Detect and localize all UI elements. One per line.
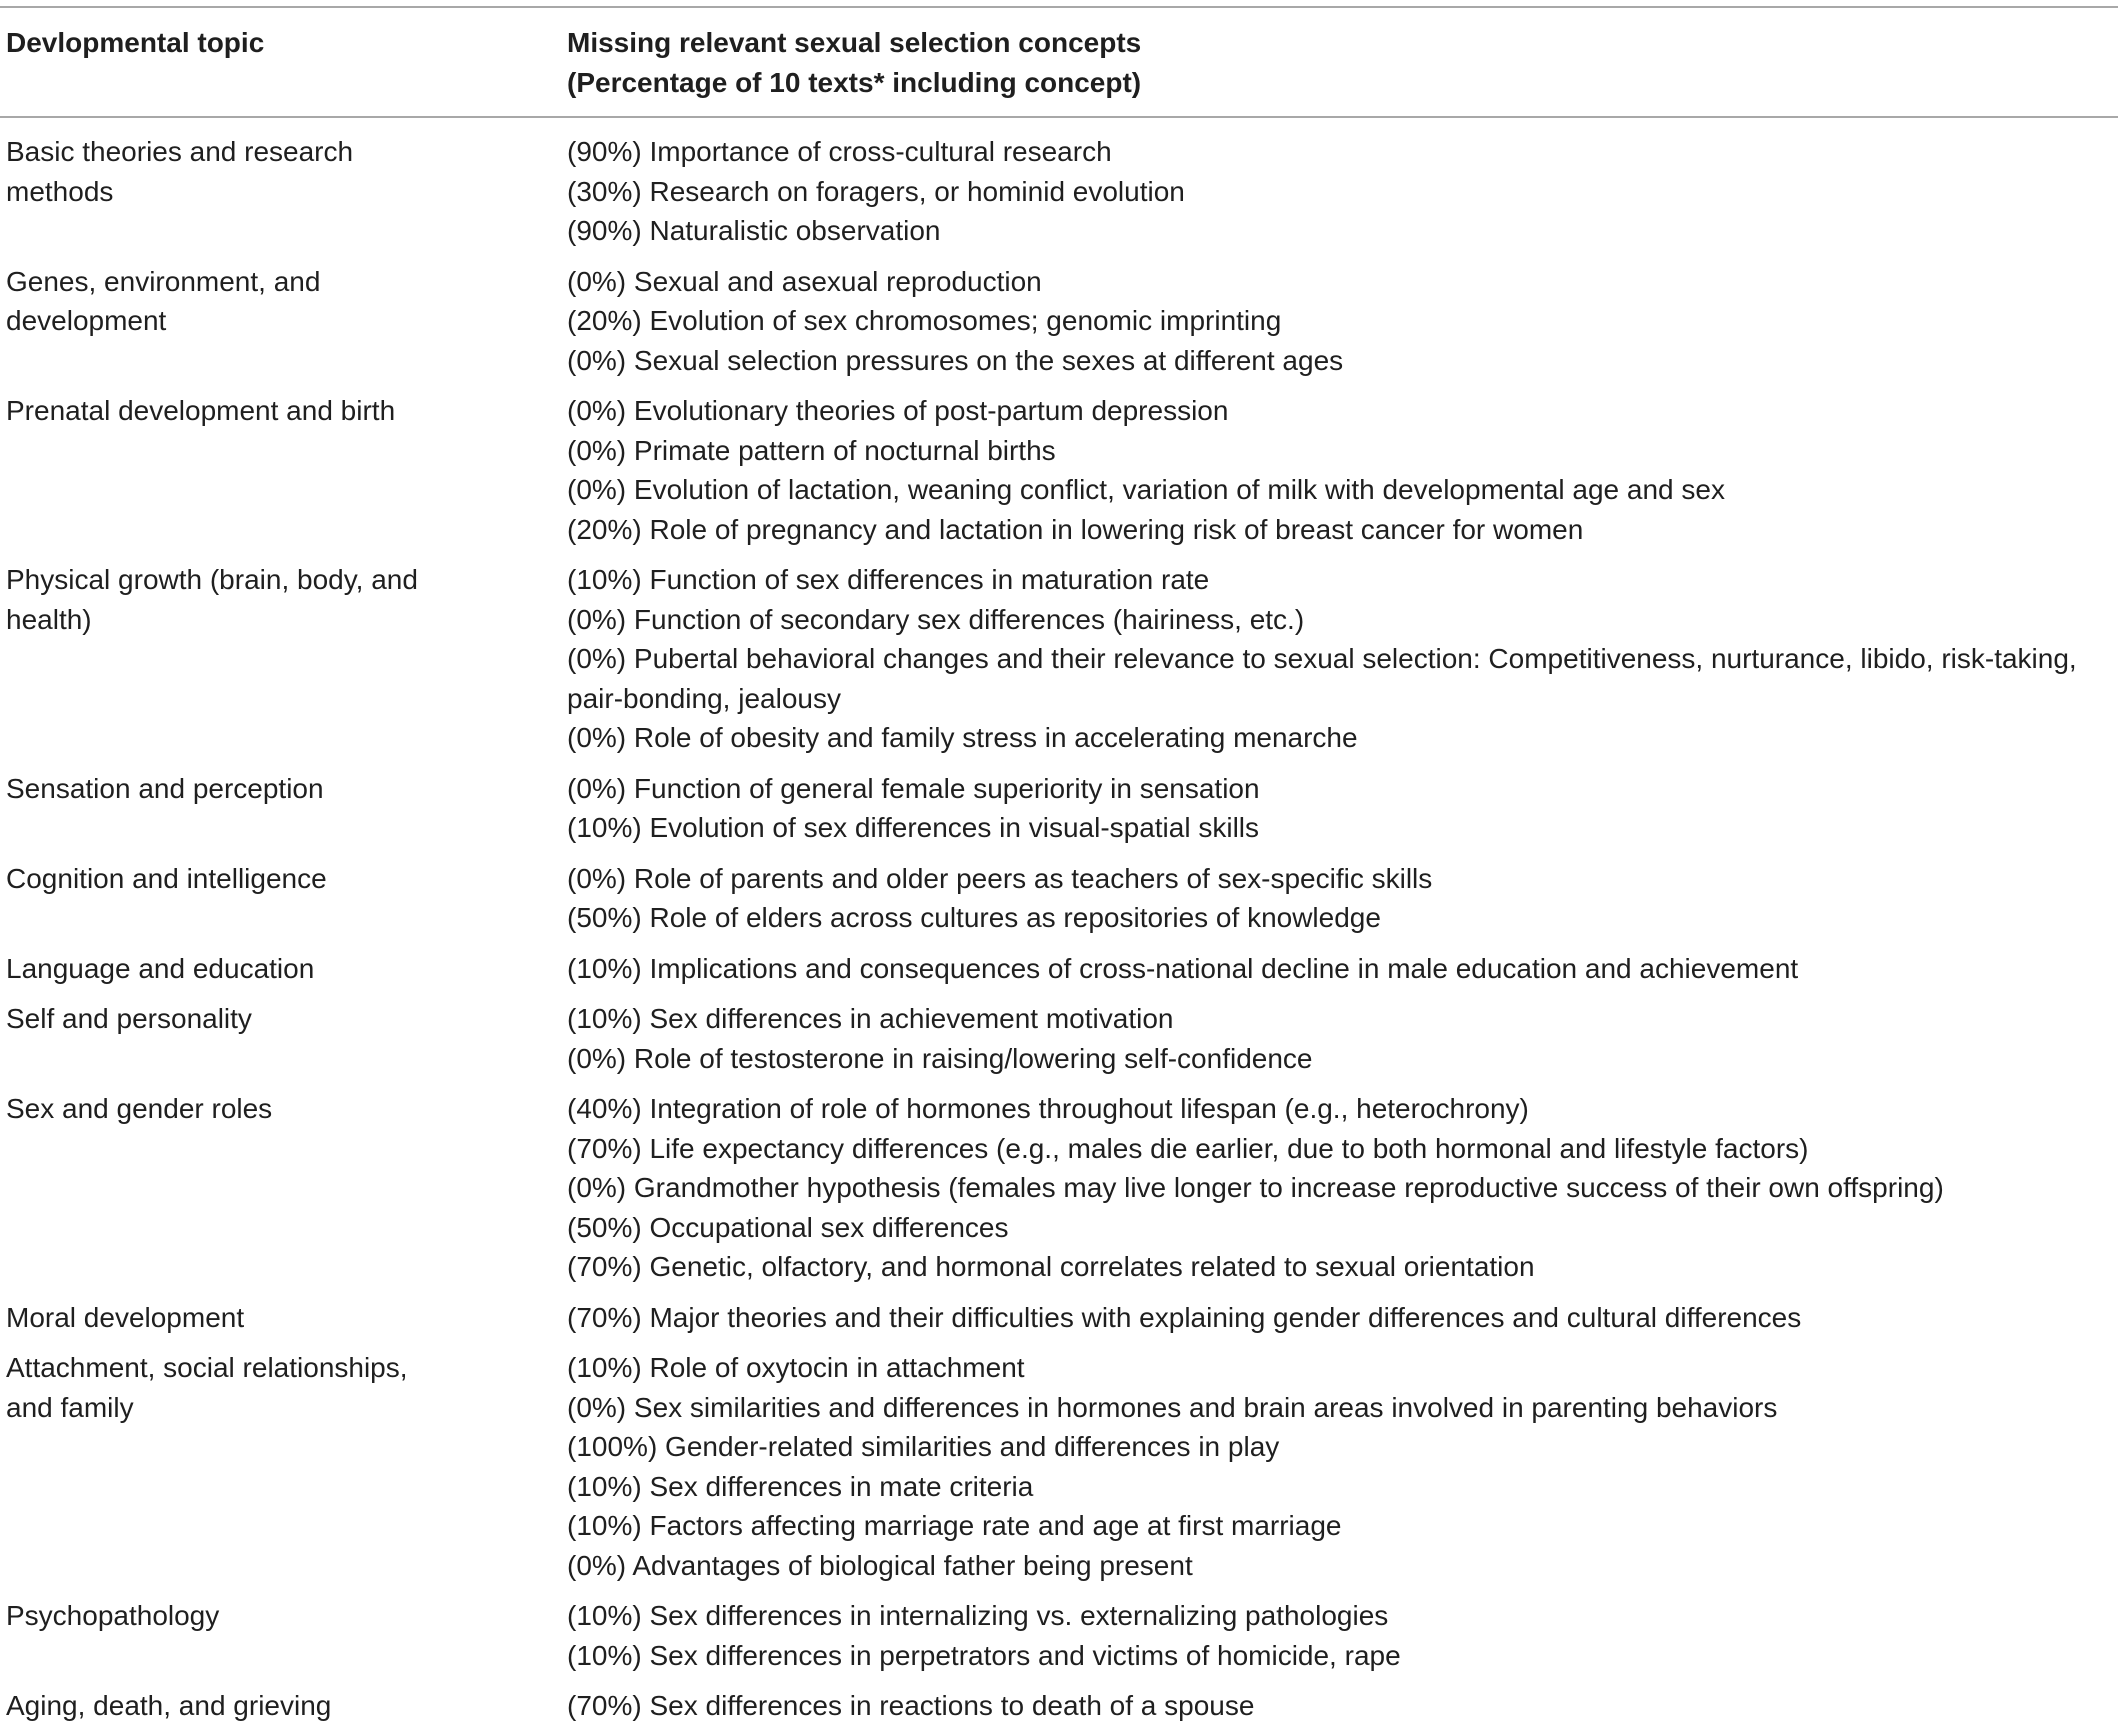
topic-line: and family — [6, 1391, 134, 1423]
concepts-cell — [567, 560, 2118, 758]
concept-item: (70%) Genetic, olfactory, and hormonal correlates related to sexual orientation — [567, 1251, 1535, 1282]
topic-cell — [0, 1348, 567, 1585]
concept-item: (0%) Grandmother hypothesis (females may live longer to increase reproductive success of their own offspring) — [567, 1172, 1944, 1203]
topic-line: development — [6, 305, 167, 336]
concept-item: (0%) Role of obesity and family stress in accelerating menarche — [567, 722, 1358, 753]
concept-item: (10%) Sex differences in achievement motivation — [567, 1003, 1174, 1034]
topic-line: Moral development — [6, 1301, 245, 1333]
concepts-cell — [567, 1686, 2118, 1726]
topic-cell — [0, 1298, 567, 1338]
table-row — [0, 1342, 2118, 1590]
concept-item: (0%) Function of secondary sex differences (hairiness, etc.) — [567, 603, 1305, 635]
topic-line: Language and education — [6, 952, 315, 984]
concept-item: (0%) Sex similarities and differences in hormones and brain areas involved in parenting behaviors — [567, 1391, 1778, 1423]
concepts-cell — [567, 1596, 2118, 1675]
concept-item: (20%) Evolution of sex chromosomes; genomic imprinting — [567, 305, 1282, 336]
concept-item: (30%) Research on foragers, or hominid evolution — [567, 175, 1185, 207]
concept-item: (90%) Importance of cross-cultural research — [567, 136, 1112, 167]
concept-item: (70%) Major theories and their difficulties with explaining gender differences and cultural differences — [567, 1301, 1802, 1333]
concepts-cell — [567, 262, 2118, 381]
table-row — [0, 943, 2118, 994]
table-row — [0, 385, 2118, 554]
concepts-cell — [567, 132, 2118, 251]
concepts-cell — [567, 1089, 2118, 1287]
header-concepts-line-2: (Percentage of 10 texts* including concept) — [567, 66, 1142, 98]
topic-line: Basic theories and research — [6, 136, 354, 167]
topic-cell — [0, 132, 567, 251]
table-row — [0, 993, 2118, 1083]
topic-line: Self and personality — [6, 1003, 252, 1034]
concept-item: (10%) Sex differences in perpetrators and victims of homicide, rape — [567, 1639, 1401, 1671]
concept-item: (0%) Role of parents and older peers as teachers of sex-specific skills — [567, 862, 1433, 894]
table-row — [0, 256, 2118, 386]
table-row — [0, 1680, 2118, 1731]
concept-item: (40%) Integration of role of hormones throughout lifespan (e.g., heterochrony) — [567, 1093, 1529, 1124]
topic-line: Psychopathology — [6, 1600, 220, 1631]
concepts-cell — [567, 859, 2118, 938]
concept-item: (0%) Evolution of lactation, weaning conflict, variation of milk with developmental age and sex — [567, 474, 1725, 505]
concepts-cell — [567, 1298, 2118, 1338]
topic-line: health) — [6, 603, 92, 635]
topic-cell — [0, 560, 567, 758]
concepts-table — [0, 6, 2118, 1731]
table-row — [0, 118, 2118, 256]
table-header-row — [0, 8, 2118, 118]
concept-item: (10%) Implications and consequences of cross-national decline in male education and achievement — [567, 952, 1799, 984]
table-row — [0, 1590, 2118, 1680]
topic-cell — [0, 1686, 567, 1726]
table-row — [0, 1292, 2118, 1343]
topic-cell — [0, 859, 567, 938]
topic-line: Physical growth (brain, body, and — [6, 564, 418, 595]
topic-line: Cognition and intelligence — [6, 862, 327, 894]
concepts-cell — [567, 949, 2118, 989]
concept-item: (0%) Role of testosterone in raising/lowering self-confidence — [567, 1042, 1313, 1074]
concepts-cell — [567, 391, 2118, 549]
topic-cell — [0, 999, 567, 1078]
header-concepts-line-1: Missing relevant sexual selection concepts — [567, 27, 1142, 58]
topic-cell — [0, 1089, 567, 1287]
concept-item: (20%) Role of pregnancy and lactation in lowering risk of breast cancer for women — [567, 513, 1584, 545]
concept-item: (0%) Primate pattern of nocturnal births — [567, 434, 1056, 466]
concepts-cell — [567, 999, 2118, 1078]
concept-item: (70%) Life expectancy differences (e.g., males die earlier, due to both hormonal and lifestyle factors) — [567, 1132, 1809, 1164]
header-concepts — [567, 23, 2118, 102]
table-row — [0, 763, 2118, 853]
concept-item: (0%) Sexual and asexual reproduction — [567, 265, 1042, 297]
concept-item: (90%) Naturalistic observation — [567, 215, 941, 246]
concept-item: pair-bonding, jealousy — [567, 682, 841, 714]
topic-line: Aging, death, and grieving — [6, 1690, 332, 1721]
topic-line: Sensation and perception — [6, 772, 324, 804]
concept-item: (100%) Gender-related similarities and differences in play — [567, 1431, 1280, 1462]
table-row — [0, 853, 2118, 943]
concept-item: (0%) Pubertal behavioral changes and their relevance to sexual selection: Competitiveness, nurturance, libido, risk-taking, — [567, 643, 2077, 674]
table-row — [0, 554, 2118, 763]
concepts-cell — [567, 769, 2118, 848]
header-topic: Devlopmental topic — [6, 27, 265, 58]
concept-item: (0%) Advantages of biological father being present — [567, 1549, 1193, 1581]
topic-cell — [0, 391, 567, 549]
concept-item: (0%) Evolutionary theories of post-partum depression — [567, 395, 1229, 426]
topic-cell — [0, 949, 567, 989]
topic-line: Sex and gender roles — [6, 1093, 273, 1124]
topic-cell — [0, 262, 567, 381]
concept-item: (10%) Sex differences in internalizing vs. externalizing pathologies — [567, 1600, 1389, 1631]
concept-item: (10%) Evolution of sex differences in visual-spatial skills — [567, 812, 1260, 843]
concept-item: (10%) Sex differences in mate criteria — [567, 1470, 1034, 1502]
concept-item: (0%) Function of general female superiority in sensation — [567, 772, 1260, 804]
table-row — [0, 1083, 2118, 1292]
topic-line: Prenatal development and birth — [6, 395, 396, 426]
topic-cell — [0, 1596, 567, 1675]
topic-line: methods — [6, 175, 114, 207]
concept-item: (70%) Sex differences in reactions to death of a spouse — [567, 1690, 1255, 1721]
topic-line: Attachment, social relationships, — [6, 1352, 408, 1383]
concept-item: (10%) Factors affecting marriage rate and age at first marriage — [567, 1510, 1342, 1541]
concept-item: (10%) Role of oxytocin in attachment — [567, 1352, 1025, 1383]
concept-item: (50%) Role of elders across cultures as repositories of knowledge — [567, 902, 1381, 933]
table-body — [0, 118, 2118, 1731]
topic-cell — [0, 769, 567, 848]
concept-item: (10%) Function of sex differences in maturation rate — [567, 564, 1210, 595]
concept-item: (50%) Occupational sex differences — [567, 1211, 1009, 1243]
topic-line: Genes, environment, and — [6, 265, 321, 297]
concept-item: (0%) Sexual selection pressures on the sexes at different ages — [567, 344, 1344, 376]
concepts-cell — [567, 1348, 2118, 1585]
